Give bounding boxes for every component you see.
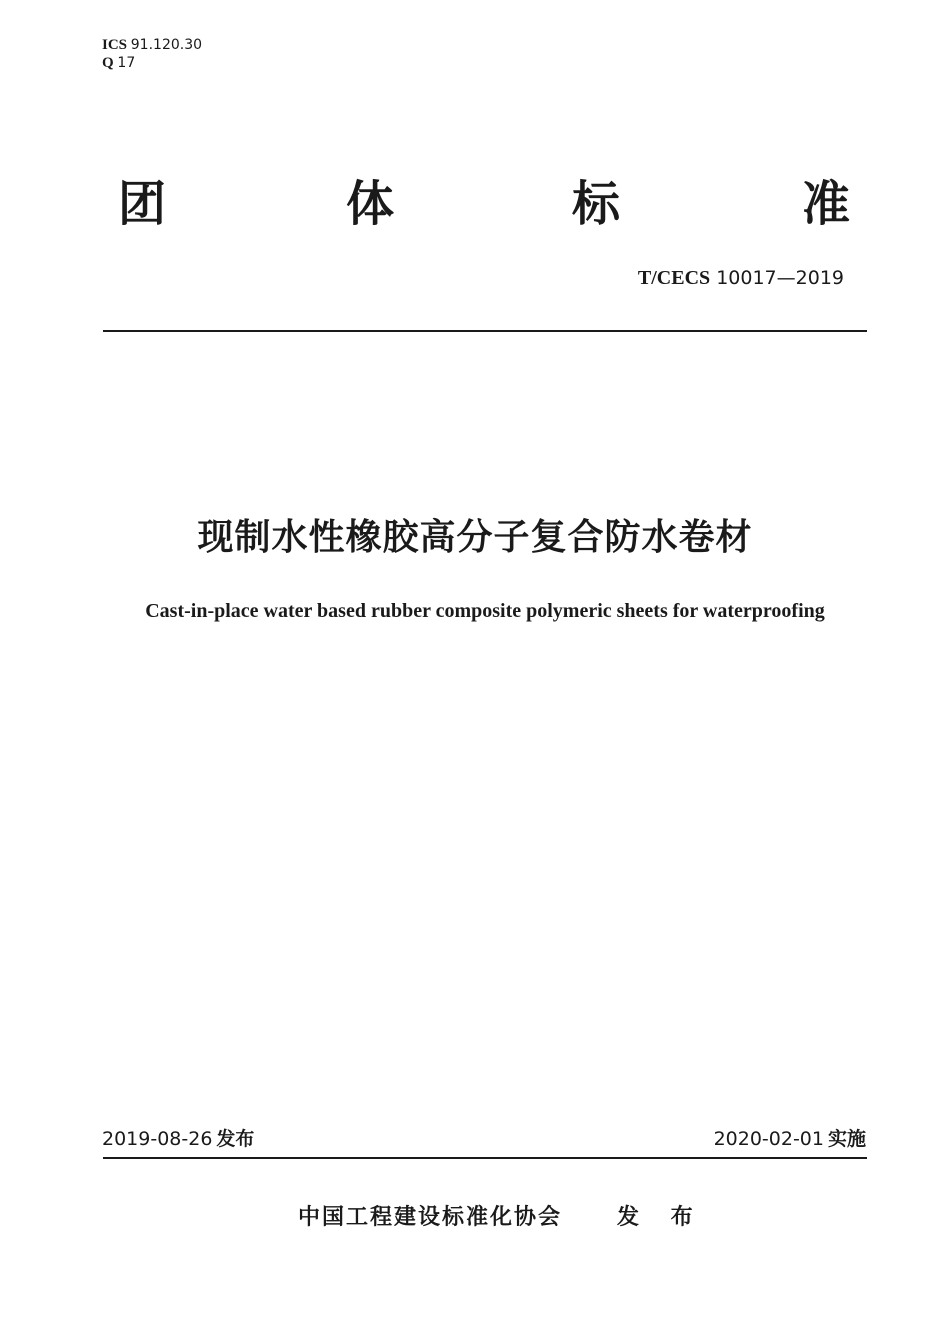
standard-code-prefix: T/CECS — [637, 267, 711, 289]
publisher-label: 发 布 — [617, 1205, 705, 1230]
bottom-divider — [103, 1157, 867, 1159]
ccs-code: 17 — [117, 55, 136, 71]
standard-code — [638, 266, 844, 290]
effective-date-block — [714, 1127, 866, 1151]
effective-date: 2020-02-01 — [713, 1128, 824, 1150]
release-date-block — [102, 1127, 254, 1151]
ics-label: ICS — [102, 37, 128, 53]
standard-code-number: 10017—2019 — [716, 267, 844, 289]
title-chinese: 现制水性橡胶高分子复合防水卷材 — [197, 517, 753, 558]
publisher-name: 中国工程建设标准化协会 — [298, 1205, 563, 1230]
classification-block — [102, 36, 202, 72]
ics-code: 91.120.30 — [130, 37, 203, 53]
ics-line — [102, 36, 202, 54]
standard-type-char-4: 准 — [802, 176, 851, 232]
standard-type-char-1: 团 — [118, 176, 167, 232]
standard-type-char-2: 体 — [346, 176, 395, 232]
top-divider — [103, 330, 867, 332]
title-english: Cast-in-place water based rubber composite polymeric sheets for waterproofing — [145, 600, 825, 622]
ccs-line — [102, 54, 202, 72]
ccs-label: Q — [102, 55, 114, 71]
effective-label: 实施 — [827, 1128, 866, 1150]
release-label: 发布 — [216, 1128, 255, 1150]
release-date: 2019-08-26 — [102, 1128, 213, 1150]
standard-type-char-3: 标 — [572, 176, 621, 232]
